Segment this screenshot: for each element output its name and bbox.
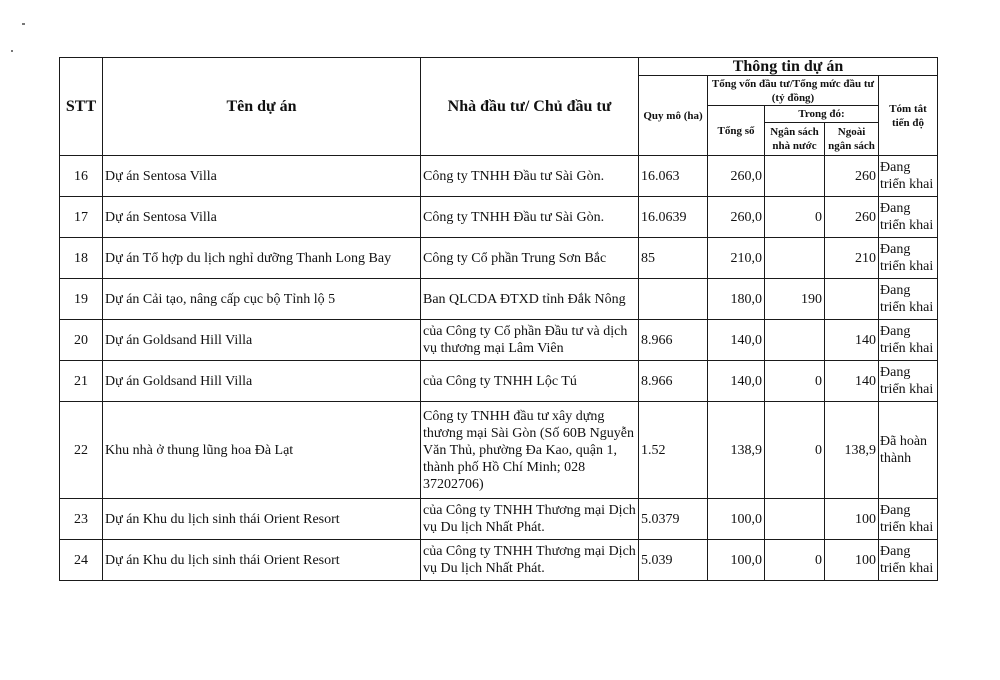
cell-state-budget: 0 — [765, 402, 825, 499]
table-row — [60, 279, 938, 320]
table-body — [60, 156, 938, 581]
header-progress-summary: Tóm tắt tiến độ — [879, 76, 938, 156]
cell-state-budget — [765, 238, 825, 279]
scan-speck — [11, 50, 13, 52]
cell-status: Đang triển khai — [879, 499, 938, 540]
cell-project-name: Dự án Tổ hợp du lịch nghỉ dưỡng Thanh Long Bay — [103, 238, 421, 279]
cell-scale: 5.0379 — [639, 499, 708, 540]
header-project-info: Thông tin dự án — [639, 58, 938, 76]
project-table — [59, 57, 938, 581]
cell-stt: 22 — [60, 402, 103, 499]
cell-non-state-budget: 100 — [825, 499, 879, 540]
header-capital: Tổng vốn đầu tư/Tổng mức đầu tư (tỷ đồng) — [708, 76, 879, 106]
cell-state-budget: 0 — [765, 361, 825, 402]
cell-scale: 8.966 — [639, 320, 708, 361]
cell-status: Đang triển khai — [879, 279, 938, 320]
header-investor: Nhà đầu tư/ Chủ đầu tư — [421, 58, 639, 156]
table-row — [60, 499, 938, 540]
cell-status: Đang triển khai — [879, 540, 938, 581]
cell-scale: 85 — [639, 238, 708, 279]
cell-non-state-budget: 260 — [825, 197, 879, 238]
table-header — [60, 58, 938, 156]
cell-investor: Công ty Cổ phần Trung Sơn Bắc — [421, 238, 639, 279]
cell-status: Đang triển khai — [879, 320, 938, 361]
cell-project-name: Dự án Goldsand Hill Villa — [103, 361, 421, 402]
cell-stt: 20 — [60, 320, 103, 361]
table-row — [60, 156, 938, 197]
cell-stt: 19 — [60, 279, 103, 320]
cell-scale — [639, 279, 708, 320]
cell-stt: 24 — [60, 540, 103, 581]
cell-state-budget — [765, 320, 825, 361]
cell-status: Đang triển khai — [879, 156, 938, 197]
cell-project-name: Dự án Khu du lịch sinh thái Orient Resort — [103, 499, 421, 540]
header-non-state-budget: Ngoài ngân sách — [825, 123, 879, 156]
cell-stt: 21 — [60, 361, 103, 402]
cell-non-state-budget: 210 — [825, 238, 879, 279]
cell-project-name: Dự án Goldsand Hill Villa — [103, 320, 421, 361]
cell-total: 100,0 — [708, 499, 765, 540]
header-project-name: Tên dự án — [103, 58, 421, 156]
cell-stt: 17 — [60, 197, 103, 238]
cell-project-name: Dự án Sentosa Villa — [103, 197, 421, 238]
cell-scale: 16.0639 — [639, 197, 708, 238]
cell-stt: 23 — [60, 499, 103, 540]
cell-total: 100,0 — [708, 540, 765, 581]
cell-investor: Công ty TNHH đầu tư xây dựng thương mại Sài Gòn (Số 60B Nguyễn Văn Thủ, phường Đa Kao, quận 1, thành phố Hồ Chí Minh; 028 37202706) — [421, 402, 639, 499]
cell-investor: của Công ty TNHH Thương mại Dịch vụ Du lịch Nhất Phát. — [421, 540, 639, 581]
cell-scale: 5.039 — [639, 540, 708, 581]
cell-state-budget: 0 — [765, 540, 825, 581]
cell-total: 140,0 — [708, 320, 765, 361]
cell-investor: của Công ty TNHH Thương mại Dịch vụ Du lịch Nhất Phát. — [421, 499, 639, 540]
table-row — [60, 320, 938, 361]
cell-non-state-budget: 100 — [825, 540, 879, 581]
cell-state-budget: 190 — [765, 279, 825, 320]
table-row — [60, 197, 938, 238]
cell-state-budget: 0 — [765, 197, 825, 238]
cell-total: 260,0 — [708, 197, 765, 238]
cell-stt: 16 — [60, 156, 103, 197]
cell-project-name: Dự án Sentosa Villa — [103, 156, 421, 197]
cell-non-state-budget: 140 — [825, 320, 879, 361]
cell-scale: 1.52 — [639, 402, 708, 499]
cell-project-name: Dự án Cải tạo, nâng cấp cục bộ Tỉnh lộ 5 — [103, 279, 421, 320]
cell-non-state-budget: 140 — [825, 361, 879, 402]
cell-investor: của Công ty Cổ phần Đầu tư và dịch vụ thương mại Lâm Viên — [421, 320, 639, 361]
cell-investor: Công ty TNHH Đầu tư Sài Gòn. — [421, 156, 639, 197]
cell-status: Đang triển khai — [879, 361, 938, 402]
header-state-budget: Ngân sách nhà nước — [765, 123, 825, 156]
header-stt: STT — [60, 58, 103, 156]
cell-total: 260,0 — [708, 156, 765, 197]
cell-total: 210,0 — [708, 238, 765, 279]
cell-total: 140,0 — [708, 361, 765, 402]
cell-status: Đang triển khai — [879, 238, 938, 279]
table-row — [60, 238, 938, 279]
table-row — [60, 361, 938, 402]
header-of-which: Trong đó: — [765, 106, 879, 123]
cell-scale: 8.966 — [639, 361, 708, 402]
cell-investor: của Công ty TNHH Lộc Tú — [421, 361, 639, 402]
header-scale: Quy mô (ha) — [639, 76, 708, 156]
cell-status: Đang triển khai — [879, 197, 938, 238]
cell-investor: Ban QLCDA ĐTXD tỉnh Đắk Nông — [421, 279, 639, 320]
cell-total: 138,9 — [708, 402, 765, 499]
cell-state-budget — [765, 499, 825, 540]
cell-investor: Công ty TNHH Đầu tư Sài Gòn. — [421, 197, 639, 238]
cell-project-name: Dự án Khu du lịch sinh thái Orient Resort — [103, 540, 421, 581]
cell-stt: 18 — [60, 238, 103, 279]
cell-total: 180,0 — [708, 279, 765, 320]
scan-speck — [22, 23, 25, 25]
table-row — [60, 540, 938, 581]
cell-non-state-budget: 260 — [825, 156, 879, 197]
cell-status: Đã hoàn thành — [879, 402, 938, 499]
header-total: Tổng số — [708, 106, 765, 156]
cell-non-state-budget: 138,9 — [825, 402, 879, 499]
cell-non-state-budget — [825, 279, 879, 320]
cell-project-name: Khu nhà ở thung lũng hoa Đà Lạt — [103, 402, 421, 499]
cell-scale: 16.063 — [639, 156, 708, 197]
table-row — [60, 402, 938, 499]
cell-state-budget — [765, 156, 825, 197]
